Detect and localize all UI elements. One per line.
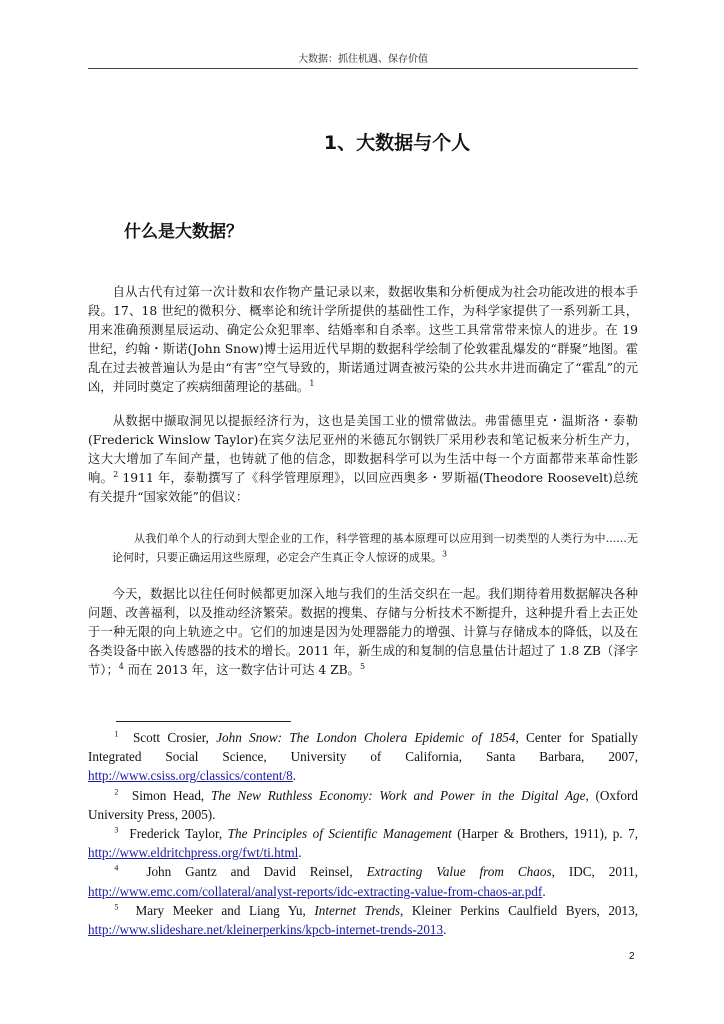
footnote-title: Internet Trends xyxy=(314,902,401,918)
footnote-link[interactable]: http://www.eldritchpress.org/fwt/ti.html xyxy=(88,845,299,861)
footnote-1 xyxy=(88,728,638,786)
chapter-title: 1、大数据与个人 xyxy=(323,132,471,154)
page-number: 2 xyxy=(629,951,635,962)
footnote-author: Mary Meeker and Liang Yu, xyxy=(135,902,315,918)
paragraph-2-text: 从数据中撷取洞见以提振经济行为，这也是美国工业的惯常做法。弗雷德里克・温斯洛・泰勒(Frederick Winslow Taylor)在宾夕法尼亚州的米德瓦尔钢铁厂采用秒表和笔记板来分析生产力，这大大增加了车间产量，也铸就了他的信念，即数据科学可以为生活中每一个方面都带来革命性影响。 xyxy=(88,414,638,485)
running-header: 大数据：抓住机遇、保存价值 xyxy=(88,50,638,69)
paragraph-1-text: 自从古代有过第一次计数和农作物产量记录以来，数据收集和分析便成为社会功能改进的根本手段。17、18 世纪的微积分、概率论和统计学所提供的基础性工作，为科学家提供了一系列新工具，用来准确预测星辰运动、确定公众犯罪率、结婚率和自杀率。这些工具常常带来惊人的进步。在 19 世纪，约翰・斯诺(John Snow)博士运用近代早期的数据科学绘制了伦敦霍乱爆发的“群聚”地图。霍乱在过去被普遍认为是由“有害”空气导致的，斯诺通过调查被污染的公共水井进而确定了“霍乱”的元凶，并同时奠定了疾病细菌理论的基础。 xyxy=(88,285,638,394)
footnote-ref-3[interactable]: 3 xyxy=(442,549,448,559)
footnote-title: The New Ruthless Economy: Work and Power in the Digital Age xyxy=(210,787,586,803)
paragraph-1 xyxy=(88,283,638,397)
footnote-end: . xyxy=(298,845,302,861)
footnote-author: John Gantz and David Reinsel, xyxy=(146,864,367,880)
footnote-2 xyxy=(88,786,638,824)
footnote-ref-5[interactable]: 5 xyxy=(359,661,366,671)
footnote-3 xyxy=(88,824,638,862)
paragraph-3-text: 今天，数据比以往任何时候都更加深入地与我们的生活交织在一起。我们期待着用数据解决各种问题、改善福利，以及推动经济繁荣。数据的搜集、存储与分析技术不断提升，这种提升看上去正处于一种无限的向上轨迹之中。它们的加速是因为处理器能力的增强、计算与存储成本的降低，以及在各类设备中嵌入传感器的技术的增长。2011 年，新生成的和复制的信息量估计超过了 1.8 ZB（泽字节）； xyxy=(88,587,638,677)
section-title: 什么是大数据？ xyxy=(124,222,243,242)
footnote-publisher: (Harper & Brothers, 1911), p. 7, xyxy=(451,826,638,842)
footnote-publisher: , IDC, 2011, xyxy=(551,864,638,880)
footnote-publisher: , Kleiner Perkins Caulfield Byers, 2013, xyxy=(400,902,638,918)
paragraph-2 xyxy=(88,412,638,507)
footnote-ref-2[interactable]: 2 xyxy=(113,469,119,479)
footnote-link[interactable]: http://www.slideshare.net/kleinerperkins/kpcb-internet-trends-2013 xyxy=(88,922,444,938)
footnote-end: . xyxy=(443,922,447,938)
footnote-title: John Snow: The London Cholera Epidemic of 1854 xyxy=(216,730,516,745)
footnote-link[interactable]: http://www.emc.com/collateral/analyst-reports/idc-extracting-value-from-chaos-ar.pdf xyxy=(88,883,543,899)
paragraph-3 xyxy=(88,585,638,680)
block-quote xyxy=(112,529,638,567)
footnote-number: 4 xyxy=(114,864,119,874)
footnote-link[interactable]: http://www.csiss.org/classics/content/8 xyxy=(88,768,293,784)
footnote-end: . xyxy=(542,883,546,899)
footnote-end: . xyxy=(292,768,297,784)
footnote-ref-1[interactable]: 1 xyxy=(309,378,315,388)
footnote-publisher: , (Oxford University Press, 2005). xyxy=(88,787,638,822)
footnote-separator xyxy=(116,721,291,722)
footnote-author: Simon Head, xyxy=(131,787,211,803)
footnote-title: Extracting Value from Chaos xyxy=(366,864,552,880)
quote-text: 从我们单个人的行动到大型企业的工作，科学管理的基本原理可以应用到一切类型的人类行为中......无论何时，只要正确运用这些原理，必定会产生真正令人惊讶的成果。 xyxy=(112,532,638,564)
footnote-4 xyxy=(88,862,638,900)
paragraph-2b-text: 1911 年，泰勒撰写了《科学管理原理》，以回应西奥多・罗斯福(Theodore Roosevelt)总统有关提升“国家效能”的倡议： xyxy=(88,471,638,504)
footnote-5 xyxy=(88,901,638,939)
footnote-number: 5 xyxy=(114,902,119,912)
footnote-author: Scott Crosier, xyxy=(132,730,217,745)
footnote-title: The Principles of Scientific Management xyxy=(227,826,452,842)
footnote-publisher: , Center for Spatially Integrated Social Science, University of California, Santa Barbara, 2007, xyxy=(88,730,638,765)
footnote-number: 3 xyxy=(114,825,119,835)
footnotes xyxy=(88,728,638,939)
paragraph-3b-text: 而在 2013 年，这一数字估计可达 4 ZB。 xyxy=(127,663,360,677)
footnote-ref-4[interactable]: 4 xyxy=(118,661,124,671)
footnote-number: 1 xyxy=(114,729,119,739)
footnote-author: Frederick Taylor, xyxy=(129,826,228,842)
footnote-number: 2 xyxy=(114,787,119,797)
